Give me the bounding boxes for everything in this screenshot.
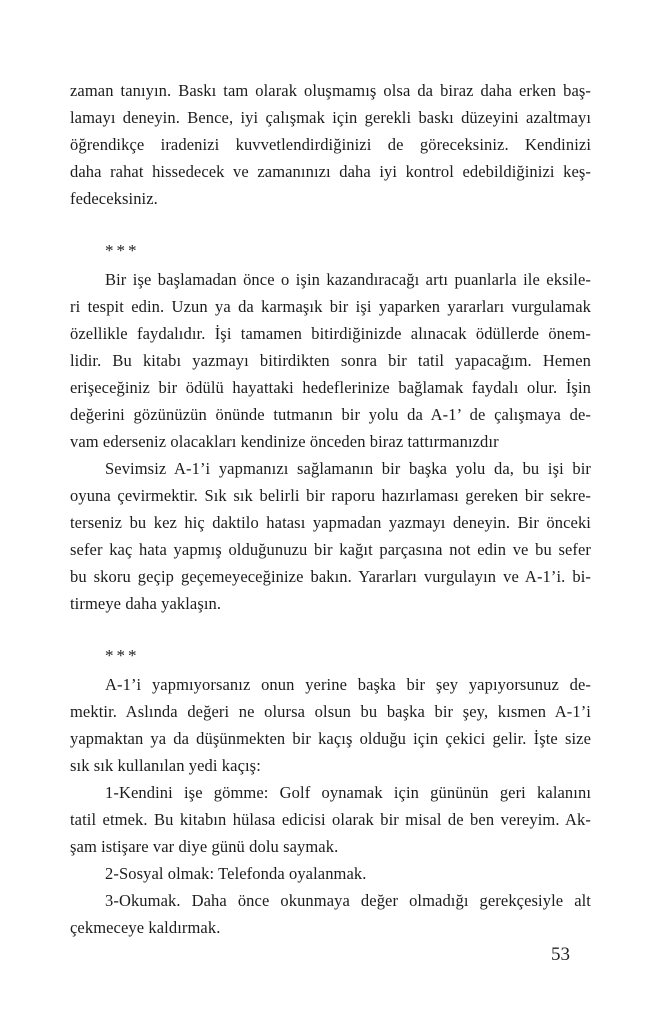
text-block <box>70 77 591 941</box>
paragraph <box>70 779 591 860</box>
text-line: lamayı deneyin. Bence, iyi çalışmak için gerekli baskı düzeyini azaltmayı <box>70 108 591 127</box>
text-line: mektir. Aslında değeri ne olursa olsun bu başka bir şey, kısmen A-1’i <box>70 702 591 721</box>
text-line: 3-Okumak. Daha önce okunmaya değer olmadığı gerekçesiyle alt <box>105 891 591 910</box>
text-line: zaman tanıyın. Baskı tam olarak oluşmamış olsa da biraz daha erken baş- <box>70 81 591 100</box>
text-line: tatil etmek. Bu kitabın hülasa edicisi olarak bir misal de ben vereyim. Ak- <box>70 810 591 829</box>
text-line: değerini gözünüzün önünde tutmanın bir yolu da A-1’ de çalışmaya de- <box>70 405 591 424</box>
text-line: Bir işe başlamadan önce o işin kazandıracağı artı puanlarla ile eksile- <box>105 270 591 289</box>
text-line: öğrendikçe iradenizi kuvvetlendirdiğinizi de göreceksiniz. Kendinizi <box>70 135 591 154</box>
text-line: çekmeceye kaldırmak. <box>70 918 221 937</box>
paragraph <box>70 266 591 455</box>
text-line: ri tespit edin. Uzun ya da karmaşık bir işi yaparken yararları vurgulamak <box>70 297 591 316</box>
text-line: sık sık kullanılan yedi kaçış: <box>70 756 261 775</box>
text-line: A-1’i yapmıyorsanız onun yerine başka bir şey yapıyorsunuz de- <box>105 675 591 694</box>
paragraph <box>70 77 591 212</box>
paragraph <box>70 455 591 617</box>
paragraph <box>70 860 591 887</box>
text-line: terseniz bu kez hiç daktilo hatası yapmadan yazmayı deneyin. Bir önceki <box>70 513 591 532</box>
text-line: lidir. Bu kitabı yazmayı bitirdikten sonra bir tatil yapacağım. Hemen <box>70 351 591 370</box>
text-line: 1-Kendini işe gömme: Golf oynamak için gününün geri kalanını <box>105 783 591 802</box>
text-line: bu skoru geçip geçemeyeceğinize bakın. Yararları vurgulayın ve A-1’i. bi- <box>70 567 591 586</box>
page-number: 53 <box>551 944 570 965</box>
text-line: Sevimsiz A-1’i yapmanızı sağlamanın bir başka yolu da, bu işi bir <box>105 459 591 478</box>
section-break: *** <box>105 241 140 260</box>
text-line: tirmeye daha yaklaşın. <box>70 594 222 613</box>
section-break: *** <box>105 646 140 665</box>
text-line: 2-Sosyal olmak: Telefonda oyalanmak. <box>105 864 367 883</box>
text-line: erişeceğiniz bir ödülü hayattaki hedeflerinize bağlamak faydalı olur. İşin <box>70 378 591 397</box>
text-line: vam ederseniz olacakları kendinize önceden biraz tattırmanızdır <box>70 432 499 451</box>
text-line: daha rahat hissedecek ve zamanınızı daha iyi kontrol edebildiğinizi keş- <box>70 162 591 181</box>
text-line: fedeceksiniz. <box>70 189 158 208</box>
paragraph <box>70 671 591 779</box>
text-line: sefer kaç hata yapmış olduğunuzu bir kağıt parçasına not edin ve bu sefer <box>70 540 591 559</box>
paragraph <box>70 887 591 941</box>
text-line: özellikle faydalıdır. İşi tamamen bitirdiğinizde alınacak ödüllerde önem- <box>70 324 591 343</box>
text-line: şam istişare var diye günü dolu saymak. <box>70 837 339 856</box>
text-line: oyuna çevirmektir. Sık sık belirli bir raporu hazırlaması gereken bir sekre- <box>70 486 591 505</box>
text-line: yapmaktan ya da düşünmekten bir kaçış olduğu için çekici gelir. İşte size <box>70 729 591 748</box>
